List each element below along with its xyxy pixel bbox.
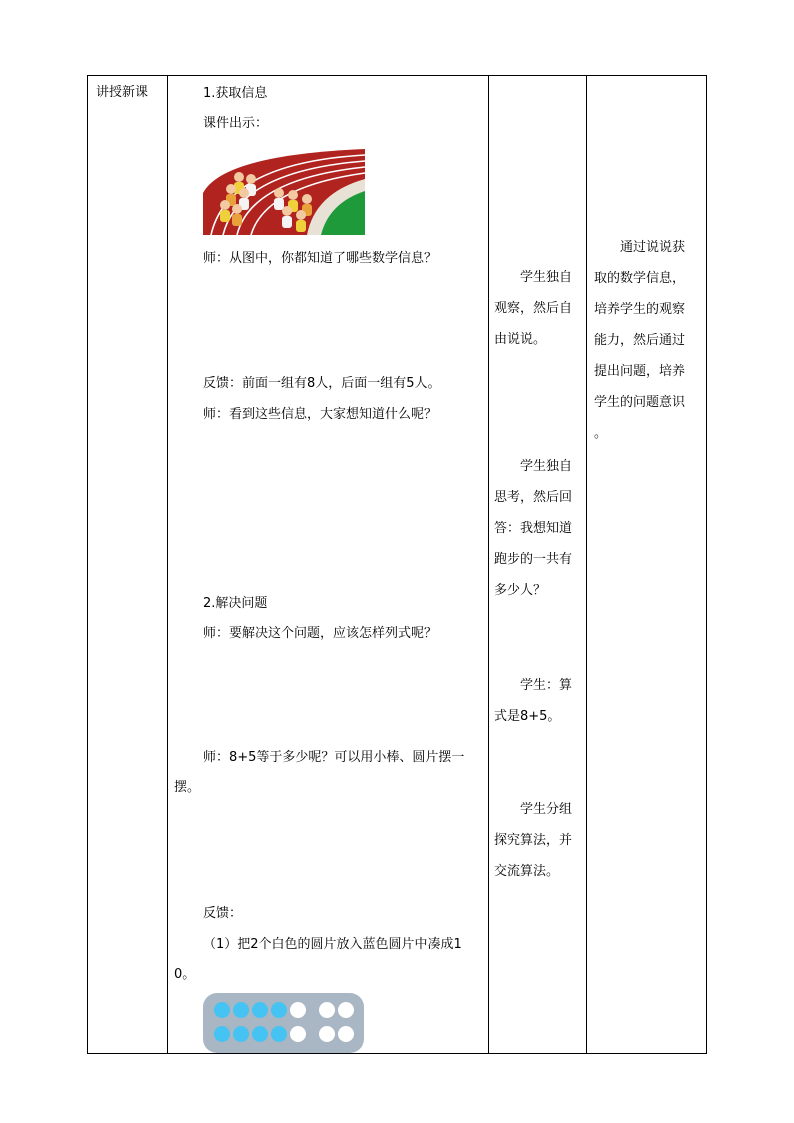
feedback-2-item-1: （1）把2个白色的圆片放入蓝色圆片中凑成1 [203, 937, 462, 952]
student-activity-1-line: 观察，然后自 [494, 301, 573, 316]
design-intent-line: 培养学生的观察 [594, 302, 686, 317]
student-activity-2-line: 思考，然后回 [494, 490, 573, 505]
table-left-border [87, 75, 88, 1054]
table-top-border [87, 75, 707, 76]
design-intent-line: 能力，然后通过 [594, 333, 686, 348]
student-activity-2-line: 多少人？ [494, 583, 547, 598]
section-label: 讲授新课 [96, 85, 149, 100]
column-divider-3 [586, 75, 587, 1054]
teacher-question-4: 师：8+5等于多少呢？可以用小棒、圆片摆一 [203, 750, 465, 765]
design-intent-line: 通过说说获 [594, 240, 686, 255]
feedback-2-label: 反馈： [203, 906, 243, 921]
courseware-label: 课件出示： [203, 116, 269, 131]
column-divider-1 [167, 75, 168, 1054]
design-intent-line: 学生的问题意识 [594, 395, 686, 410]
student-activity-2-line: 学生独自 [494, 459, 573, 474]
design-intent-line: 提出问题，培养 [594, 364, 686, 379]
table-bottom-border [87, 1053, 707, 1054]
teacher-question-3: 师：要解决这个问题，应该怎样列式呢？ [203, 626, 438, 641]
student-activity-4-line: 学生分组 [494, 802, 573, 817]
column-divider-2 [488, 75, 489, 1054]
step1-heading: 1.获取信息 [203, 86, 268, 101]
design-intent-line: 取的数学信息， [594, 271, 686, 286]
feedback-2-item-1-cont: 0。 [174, 967, 196, 982]
student-activity-2 [494, 451, 582, 606]
running-track-image [203, 147, 365, 235]
student-activity-2-line: 答：我想知道 [494, 521, 573, 536]
teacher-question-4-cont: 摆。 [174, 780, 201, 795]
student-activity-4-line: 探究算法，并 [494, 833, 573, 848]
student-activity-2-line: 跑步的一共有 [494, 552, 573, 567]
teacher-question-1: 师：从图中，你都知道了哪些数学信息？ [203, 251, 438, 266]
design-intent [594, 232, 702, 449]
step2-heading: 2.解决问题 [203, 596, 268, 611]
student-activity-1-line: 学生独自 [494, 270, 573, 285]
student-activity-4-line: 交流算法。 [494, 864, 560, 879]
student-activity-3 [494, 670, 582, 732]
table-right-border [706, 75, 707, 1054]
feedback-1: 反馈：前面一组有8人，后面一组有5人。 [203, 376, 441, 391]
student-activity-1-line: 由说说。 [494, 332, 547, 347]
counter-discs-image [203, 993, 364, 1053]
student-activity-3-line: 式是8+5。 [494, 709, 561, 724]
student-activity-4 [494, 794, 582, 887]
student-activity-1 [494, 262, 582, 355]
teacher-question-2: 师：看到这些信息，大家想知道什么呢？ [203, 407, 438, 422]
design-intent-line: 。 [594, 426, 608, 441]
student-activity-3-line: 学生：算 [494, 678, 573, 693]
